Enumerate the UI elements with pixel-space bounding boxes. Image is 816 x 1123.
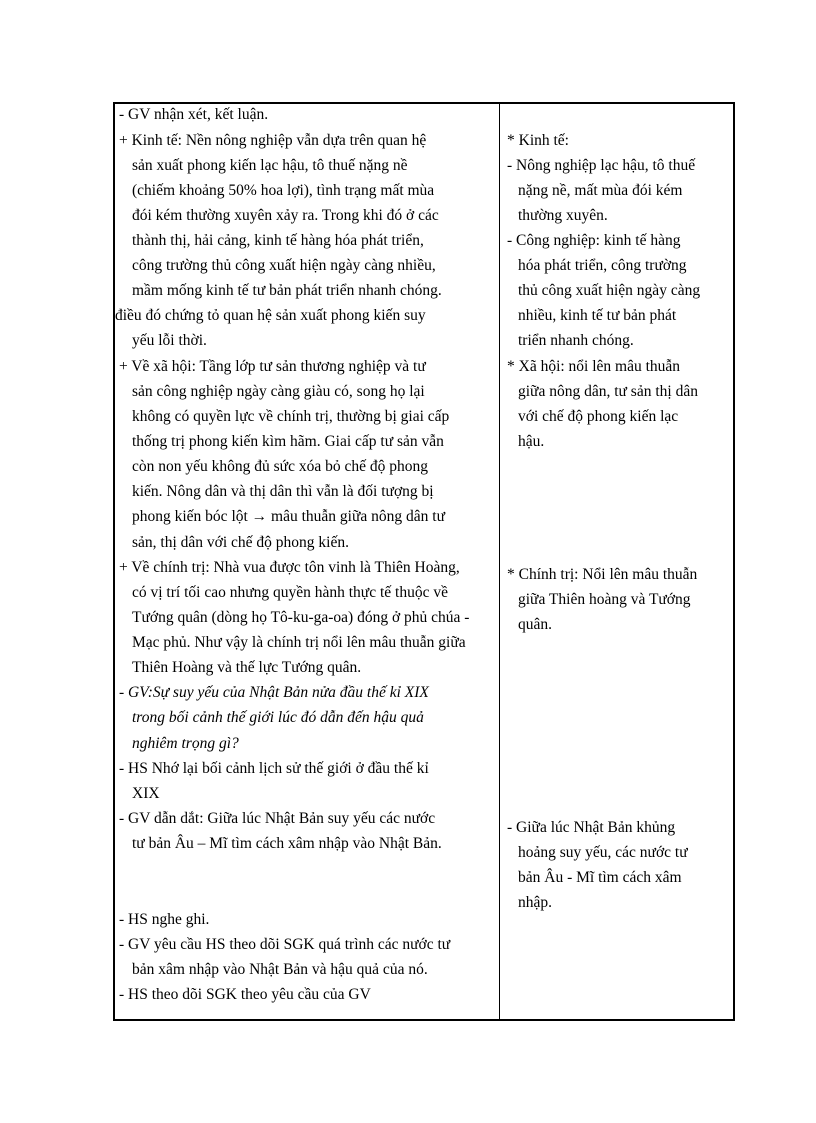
left-text-line: - HS theo dõi SGK theo yêu cầu của GV [119,986,371,1003]
right-text-line: - Giữa lúc Nhật Bản khủng [507,819,676,836]
left-text-line: sản xuất phong kiến lạc hậu, tô thuế nặng nề [132,157,408,174]
main-content-column [501,104,733,1019]
left-text-line: Tướng quân (dòng họ Tô-ku-ga-oa) đóng ở phủ chúa - [132,609,470,626]
left-text-line: - GV:Sự suy yếu của Nhật Bản nửa đầu thế kỉ XIX [119,684,429,701]
left-text-line: tư bản Âu – Mĩ tìm cách xâm nhập vào Nhật Bản. [132,835,442,852]
left-text-line: sản công nghiệp ngày càng giàu có, song họ lại [132,383,425,400]
left-text-line: mầm mống kinh tế tư bản phát triển nhanh chóng. [132,282,442,299]
right-text-line: triển nhanh chóng. [518,332,634,349]
left-text-line: - GV dẫn dắt: Giữa lúc Nhật Bản suy yếu các nước [119,810,436,827]
right-text-line: giữa Thiên hoàng và Tướng [518,591,691,608]
right-text-line: * Xã hội: nổi lên mâu thuẫn [507,358,681,375]
left-text-line: có vị trí tối cao nhưng quyền hành thực tế thuộc về [132,584,448,601]
left-text-line: thống trị phong kiến kìm hãm. Giai cấp tư sản vẫn [132,433,444,450]
right-text-line: - Công nghiệp: kinh tế hàng [507,232,681,249]
right-text-line: hoảng suy yếu, các nước tư [518,844,688,861]
teacher-student-activities-column [115,104,499,1019]
left-text-line: + Về chính trị: Nhà vua được tôn vinh là Thiên Hoàng, [119,559,460,576]
column-divider [499,104,500,1019]
left-text-line: điều đó chứng tỏ quan hệ sản xuất phong kiến suy [115,307,426,324]
right-text-line: với chế độ phong kiến lạc [518,408,679,425]
left-text-line: thành thị, hải cảng, kinh tế hàng hóa phát triển, [132,232,424,249]
left-text-line: - HS nghe ghi. [119,911,210,928]
right-text-line: hóa phát triển, công trường [518,257,687,274]
left-text-line: còn non yếu không đủ sức xóa bỏ chế độ phong [132,458,428,475]
right-text-line: * Chính trị: Nổi lên mâu thuẫn [507,566,698,583]
left-text-line: (chiếm khoảng 50% hoa lợi), tình trạng mất mùa [132,182,435,199]
left-text-line: sản, thị dân với chế độ phong kiến. [132,534,349,551]
left-text-line: - GV nhận xét, kết luận. [119,106,269,123]
right-text-line: hậu. [518,433,545,450]
left-text-line: + Về xã hội: Tầng lớp tư sản thương nghiệp và tư [119,358,426,375]
left-text-line: XIX [132,785,160,802]
left-text-line: + Kinh tế: Nền nông nghiệp vẫn dựa trên quan hệ [119,132,427,149]
right-text-line: giữa nông dân, tư sản thị dân [518,383,698,400]
left-text-line: kiến. Nông dân và thị dân thì vẫn là đối tượng bị [132,483,434,500]
left-text-line: đói kém thường xuyên xảy ra. Trong khi đó ở các [132,207,439,224]
right-text-line: nặng nề, mất mùa đói kém [518,182,683,199]
left-text-line: Mạc phủ. Như vậy là chính trị nổi lên mâu thuẫn giữa [132,634,466,651]
left-text-line: yếu lỗi thời. [132,332,207,349]
left-text-line: phong kiến bóc lột → mâu thuẫn giữa nông dân tư [132,508,445,525]
right-text-line: * Kinh tế: [507,132,569,149]
left-text-line: - HS Nhớ lại bối cảnh lịch sử thế giới ở đầu thế kỉ [119,760,429,777]
lesson-table [113,102,735,1021]
right-text-line: bản Âu - Mĩ tìm cách xâm [518,869,682,886]
right-text-line: thường xuyên. [518,207,608,224]
left-text-line: công trường thủ công xuất hiện ngày càng nhiều, [132,257,436,274]
left-text-line: Thiên Hoàng và thế lực Tướng quân. [132,659,362,676]
left-text-line: bản xâm nhập vào Nhật Bản và hậu quả của nó. [132,961,428,978]
right-text-line: thủ công xuất hiện ngày càng [518,282,701,299]
right-text-line: nhập. [518,894,553,911]
left-text-line: không có quyền lực về chính trị, thường bị giai cấp [132,408,450,425]
left-text-line: - GV yêu cầu HS theo dõi SGK quá trình các nước tư [119,936,451,953]
right-text-line: - Nông nghiệp lạc hậu, tô thuế [507,157,696,174]
left-text-line: nghiêm trọng gì? [132,735,239,752]
right-text-line: quân. [518,616,553,633]
left-text-line: trong bối cảnh thế giới lúc đó dẫn đến hậu quả [132,709,424,726]
right-text-line: nhiều, kinh tế tư bản phát [518,307,677,324]
